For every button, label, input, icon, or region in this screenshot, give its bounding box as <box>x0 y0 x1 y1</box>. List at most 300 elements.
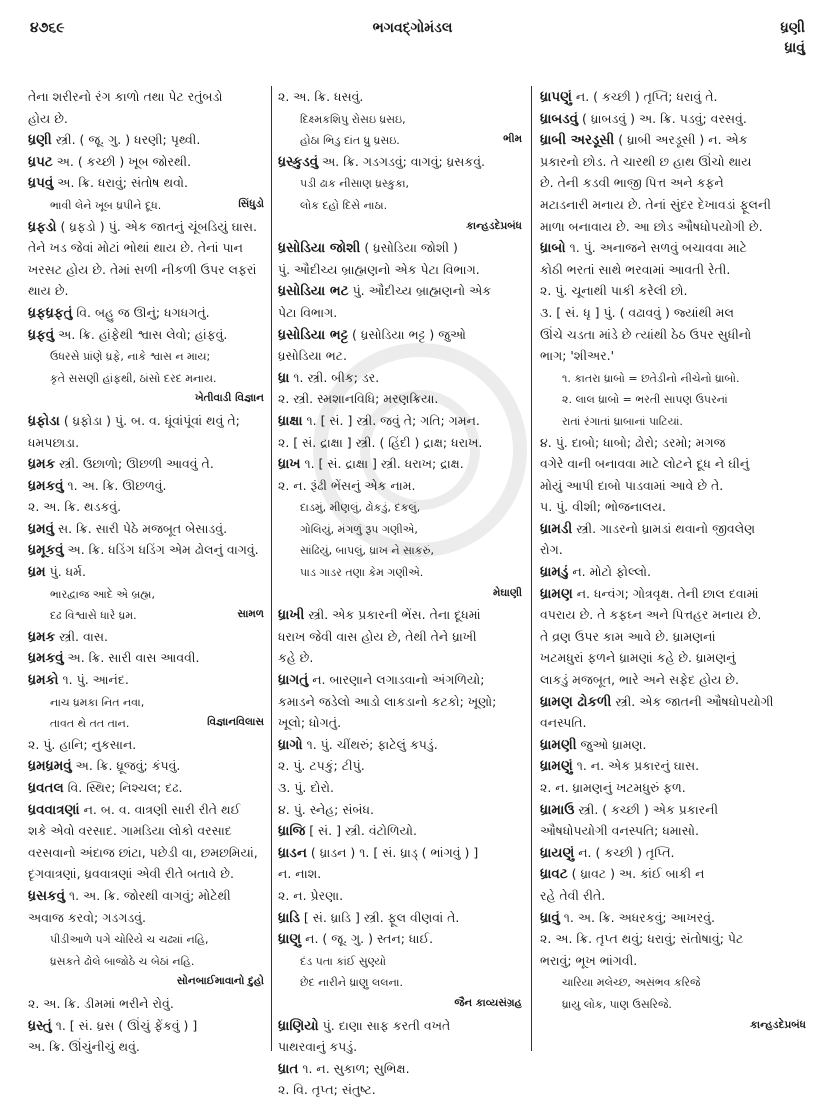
definition-text: હોય છે. <box>28 110 68 126</box>
definition-text: અવાજ કરવો; ગડગડવું. <box>28 909 146 925</box>
dictionary-line <box>278 194 526 216</box>
headword: ધ્રપવું <box>28 175 54 192</box>
definition-text: વરસવાનો અંદાજ છાંટા, પછેડી વા, છમછમિયાં, <box>28 844 258 860</box>
dictionary-line <box>28 604 268 626</box>
definition-text: દૃગવાત્રણાં, ધ્રવવાત્રણાં એવી રીતે બતાવે છે. <box>28 866 234 882</box>
quotation: ચારિયા મલેચ્છ, અસંભવ કરિજે <box>562 976 701 990</box>
dictionary-line <box>540 539 810 561</box>
headword: ધ્રફધ્રફતું <box>28 304 73 321</box>
dictionary-line <box>540 475 810 497</box>
definition-text: સ્ત્રી. ઉછાળો; ઊછળી આવવું તે. <box>55 456 214 472</box>
dictionary-line <box>540 561 810 583</box>
definition-text: રોગ. <box>540 542 563 558</box>
definition-text: ( ધ્રાબડવું ) અ. ક્રિ. પડવું; વરસવું. <box>578 110 747 126</box>
definition-text: તે વ્રણ ઉપર કામ આવે છે. ધ્રામણનાં <box>540 628 716 644</box>
dictionary-column-2 <box>278 86 526 1101</box>
definition-text: છે. તેની કડવી ભાજી પિત્ત અને કફને <box>540 175 724 191</box>
dictionary-line <box>540 712 810 734</box>
headword: ધ્રામડી <box>540 520 573 537</box>
quotation: ઉધરસે પ્રાંણે ધ્રફે, નાકે શ્વાસ ન માય; <box>50 350 211 364</box>
definition-text: સ્ત્રી. ગાડરનો ધ્રામડાં થવાનો જીવલેણ <box>572 520 756 536</box>
headword: ધ્રામણું <box>540 758 573 775</box>
quotation: ભાવી લેને ખૂબ ધ્રપીને દૂધ. <box>50 198 162 212</box>
dictionary-line <box>540 108 810 130</box>
dictionary-line <box>278 388 526 410</box>
headword: ધ્રવવાત્રણાં <box>28 801 80 818</box>
dictionary-line <box>28 108 268 130</box>
headword: ધ્રસોડિયા ભટ <box>278 283 349 300</box>
headword: ધ્રાબી અરડૂસી <box>540 132 615 149</box>
definition-text: ૧. [ સં. દ્રાક્ષા ] સ્ત્રી. ધરાખ; દ્રાક્ષ. <box>300 456 464 472</box>
definition-text: ખૂલો; ધોગતું. <box>278 715 342 731</box>
dictionary-line <box>28 388 268 410</box>
headword: ધ્રાપણું <box>540 89 572 105</box>
definition-text: શકે એવો વરસાદ. ગામડિયા લોકો વરસાદ <box>28 823 232 839</box>
dictionary-line <box>540 86 810 108</box>
dictionary-line <box>278 108 526 130</box>
dictionary-line <box>278 1058 526 1080</box>
definition-text: મટાડનારી મનાય છે. તેનાં સુંદર દેખાવડાં ફૂલની <box>540 196 771 212</box>
definition-text: ખટમધુરાં ફળને ધ્રામણાં કહે છે. ધ્રામણનું <box>540 650 736 666</box>
dictionary-line <box>278 842 526 864</box>
quotation: દિક્ષ્મકશિપુ રોસઇ ધ્રસઇ, <box>300 112 406 126</box>
guide-word-first: ધ્રણી <box>780 20 805 36</box>
dictionary-line <box>28 151 268 173</box>
dictionary-line <box>28 647 268 669</box>
dictionary-line <box>278 1015 526 1037</box>
guide-word-last: ધ્રાવું <box>784 40 805 56</box>
page-title: ભગવદ્ગોમંડલ <box>372 20 453 36</box>
dictionary-line <box>278 971 526 993</box>
dictionary-line <box>28 777 268 799</box>
headword: ધ્રાવું <box>540 909 560 926</box>
quotation: સાંઢિયું, બાપલું, ધ્રાખ ને સાકરું, <box>300 544 434 558</box>
definition-text: ૨. [ સં. દ્રાક્ષા ] સ્ત્રી. ( હિંદી ) દ્રાક્ષ; ધરાખ. <box>278 434 483 450</box>
definition-text: ( ધ્રફોડા ) પું. બ. વ. ધૂંવાંપૂંવાં થવું તે; <box>59 412 240 428</box>
headword: ધ્રમૂકવું <box>28 542 64 559</box>
definition-text: જુઓ ધ્રામણ. <box>576 736 647 752</box>
dictionary-line <box>540 194 810 216</box>
dictionary-line <box>28 950 268 972</box>
dictionary-line <box>28 993 268 1015</box>
definition-text: ( ધ્રફડો ) પું. એક જાતનું ચૂંબડિયું ઘાસ. <box>56 218 257 234</box>
quotation: ૧. કાતરા ધ્રાબો = છતેડીનો નીચેનો ધ્રાબો. <box>562 371 740 385</box>
quotation: રાતાં રંગાતાં ધ્રાબાનાં પાટિયાં. <box>562 414 683 428</box>
headword: ધ્રસોડિયા જોશી <box>278 240 361 257</box>
source-citation: જૈન કાવ્યસંગ્રહ <box>454 996 522 1009</box>
quotation: પડી ઢાક નીસાણ ધ્રસ્કુકા, <box>300 177 410 191</box>
dictionary-line <box>28 216 268 238</box>
dictionary-line <box>278 863 526 885</box>
dictionary-line <box>540 971 810 993</box>
definition-text: ઔષધોપયોગી વનસ્પતિ; ધમાસો. <box>540 823 699 839</box>
dictionary-line <box>540 755 810 777</box>
definition-text: ૨. અ. ક્રિ. ડીમમાં ભરીને રોવું. <box>28 995 174 1011</box>
definition-text: [ સં. ધ્રાડિ ] સ્ત્રી. ફૂલ વીણવાં તે. <box>299 909 460 925</box>
dictionary-line <box>278 647 526 669</box>
source-citation: ભીમ <box>503 133 522 146</box>
dictionary-line <box>28 863 268 885</box>
headword: ધ્રણી <box>28 132 52 149</box>
headword: ધ્રાગો <box>278 736 303 753</box>
definition-text: ૫. પું. વીશી; ભોજનાલય. <box>540 499 666 515</box>
dictionary-line <box>278 324 526 346</box>
definition-text: અ. ક્રિ. ઊંચુંનીચું થવું. <box>28 1039 140 1055</box>
dictionary-line <box>540 280 810 302</box>
quotation: દઢ વિશ્વાસે ધારે ધ્રમ. <box>50 609 137 623</box>
definition-text: ૧. ન. સુકાળ; સુભિક્ષ. <box>298 1060 410 1076</box>
source-citation: ખેતીવાડી વિજ્ઞાન <box>194 392 264 405</box>
definition-text: ૧. પું. આનંદ. <box>58 672 129 688</box>
dictionary-line <box>278 755 526 777</box>
definition-text: ન. નાશ. <box>278 866 322 882</box>
headword: ધ્રાણિયો <box>278 1017 319 1034</box>
dictionary-line <box>540 863 810 885</box>
definition-text: ૨. પું. હાનિ; નુકસાન. <box>28 736 137 752</box>
dictionary-line <box>540 885 810 907</box>
dictionary-line <box>278 453 526 475</box>
dictionary-line <box>278 518 526 540</box>
page-header <box>0 0 825 70</box>
definition-text: વનસ્પતિ. <box>540 715 587 731</box>
column-divider <box>531 86 532 1051</box>
dictionary-line <box>28 518 268 540</box>
definition-text: ૨. ન. પ્રેરણા. <box>278 887 344 903</box>
dictionary-line <box>540 626 810 648</box>
definition-text: ૩. પું. દોરો. <box>278 780 335 795</box>
definition-text: સ્ત્રી. ( કચ્છી ) એક પ્રકારની <box>574 801 719 817</box>
definition-text: ૧. અ. ક્રિ. અધરકવું; આખરવું. <box>559 909 715 925</box>
dictionary-line <box>28 432 268 454</box>
dictionary-line <box>278 151 526 173</box>
dictionary-line <box>278 820 526 842</box>
definition-text: કમાડને જડેલો આડો લાકડાનો કટકો; ખૂણો; <box>278 693 497 709</box>
headword: ધ્રાડન <box>278 844 307 861</box>
headword: ધ્રમક <box>28 456 56 473</box>
quotation: દાડમું, મીણલું, ઢોકડું, દકલું, <box>300 501 421 515</box>
definition-text: અ. ક્રિ. હાંફેથી શ્વાસ લેવો; હાંફવું. <box>54 326 228 342</box>
dictionary-line <box>28 345 268 367</box>
dictionary-line <box>278 172 526 194</box>
dictionary-line <box>278 367 526 389</box>
headword: ધ્રસકવું <box>28 887 65 904</box>
definition-text: ૧. સ્ત્રી. બીક; ડર. <box>289 369 380 385</box>
dictionary-line <box>540 907 810 929</box>
dictionary-line <box>278 734 526 756</box>
definition-text: ધમપછાડા. <box>28 434 80 450</box>
dictionary-line <box>540 799 810 821</box>
headword: ધ્રાગતું <box>278 672 309 689</box>
dictionary-line <box>28 561 268 583</box>
dictionary-line <box>540 518 810 540</box>
source-citation: સામળ <box>237 608 264 621</box>
dictionary-line <box>28 691 268 713</box>
definition-text: ૨. અ. ક્રિ. થડકવું. <box>28 499 122 515</box>
dictionary-line <box>540 1015 810 1037</box>
headword: ધ્રમકવું <box>28 650 64 667</box>
definition-text: ૨. અ. ક્રિ. તૃપ્ત થવું; ધરાવું; સંતોષાવું; પેટ <box>540 931 744 947</box>
definition-text: વિ. સ્થિર; નિશ્ચલ; દઢ. <box>63 780 183 795</box>
dictionary-line <box>28 324 268 346</box>
dictionary-line <box>28 496 268 518</box>
definition-text: ૧. [ સં. ધ્રસ ( ઊંચું ફેંકવું ) ] <box>51 1017 198 1033</box>
dictionary-line <box>540 820 810 842</box>
dictionary-line <box>278 496 526 518</box>
dictionary-line <box>540 151 810 173</box>
definition-text: વપરાય છે. તે કફઘ્ન અને પિત્તહર મનાય છે. <box>540 607 762 623</box>
dictionary-line <box>278 1079 526 1101</box>
headword: ધ્રાખી <box>278 607 305 624</box>
dictionary-line <box>540 993 810 1015</box>
headword: ધ્રસ્તું <box>28 1017 52 1034</box>
definition-text: ( ધ્રસોડિયા ભટ્ટ ) જુઓ <box>348 326 466 342</box>
dictionary-line <box>28 928 268 950</box>
definition-text: સ્ત્રી. ( જૂ. ગુ. ) ધરણી; પૃથ્વી. <box>51 132 201 148</box>
quotation: લોક દહો દિસે નાઠા. <box>300 198 388 212</box>
dictionary-line <box>28 129 268 151</box>
source-citation: સિંધુડો <box>238 197 264 210</box>
dictionary-line <box>278 885 526 907</box>
dictionary-line <box>540 734 810 756</box>
definition-text: ન. ધન્વંગ; ગોત્રવૃક્ષ. તેની છાલ દવામાં <box>572 585 759 601</box>
definition-text: ૨. ન. રૂંઢી ભેંસનું એક નામ. <box>278 477 416 493</box>
dictionary-line <box>28 453 268 475</box>
definition-text: ન. બારણાને લગાડવાનો અંગળિયો; <box>308 672 485 688</box>
definition-text: પેટા વિભાગ. <box>278 304 338 320</box>
definition-text: ૧. પું. અનાજને સળવું બચાવવા માટે <box>565 240 747 256</box>
quotation: દંડ પતા કાંઈ સુણ્યો <box>300 954 387 968</box>
quotation: ૨. લાલ ધ્રાબો = ભરતી સાપણ ઉપરનાં <box>562 393 728 407</box>
column-divider <box>271 86 272 1051</box>
headword: ધ્રામણ ઢોકળી <box>540 693 612 710</box>
headword: ધ્રાક્ષા <box>278 412 303 429</box>
page-number: ૪૭૬૯ <box>30 20 65 36</box>
dictionary-line <box>28 755 268 777</box>
definition-text: ન. મોટો ફોલ્લો. <box>568 564 652 580</box>
dictionary-line <box>540 928 810 950</box>
dictionary-line <box>28 302 268 324</box>
headword: ધ્રફડો <box>28 218 57 235</box>
definition-text: તેને ખડ જેવાં મોટાં ભોથાં થાય છે. તેનાં પાન <box>28 240 243 256</box>
quotation: પાડ ગાડર તણા કેમ ગણીએ. <box>300 566 424 580</box>
definition-text: વિ. બહુ જ ઊનું; ધગધગતું. <box>72 304 210 320</box>
quotation: ગોલિયું, મંગળું રૂપ ગણીએ, <box>300 522 418 536</box>
dictionary-line <box>540 216 810 238</box>
definition-text: અ. ક્રિ. સારી વાસ આવવી. <box>63 650 200 666</box>
dictionary-line <box>278 907 526 929</box>
dictionary-line <box>278 626 526 648</box>
definition-text: ભાગ; 'શીઅર.' <box>540 348 615 364</box>
headword: ધ્રાયણું <box>540 844 575 861</box>
definition-text: ખરસટ હોય છે. તેમાં સળી નીકળી ઉપર લફરાં <box>28 261 257 277</box>
definition-text: ૨. પું. ચૂનાથી પાકી કરેલી છો. <box>540 283 688 299</box>
definition-text: પાથરવાનું કપડું. <box>278 1039 358 1055</box>
source-citation: કાન્હડદેપ્રબંધ <box>466 219 522 232</box>
dictionary-line <box>278 777 526 799</box>
dictionary-line <box>540 777 810 799</box>
dictionary-line <box>278 259 526 281</box>
dictionary-line <box>278 475 526 497</box>
dictionary-line <box>28 1015 268 1037</box>
quotation: ધ્રસકતે ઢોલે બાજોઠે ચ બેઠાં નહિ. <box>50 954 195 968</box>
quotation: તાવત થે તત તાન. <box>50 717 130 731</box>
quotation: પીડીઆળે પગે ચોરિયે ચ ચઢ્યાં નહિ, <box>50 933 209 947</box>
headword: ધ્રામાઉ <box>540 801 575 818</box>
dictionary-line <box>278 928 526 950</box>
headword: ધ્રમકો <box>28 672 59 689</box>
quotation: ભારદ્વાજ આદે એ બ્રહ્મ, <box>50 587 155 601</box>
dictionary-line <box>28 237 268 259</box>
dictionary-line <box>278 604 526 626</box>
dictionary-line <box>278 302 526 324</box>
dictionary-line <box>540 453 810 475</box>
definition-text: ઊંચે ચડતા માંડે છે ત્યાંથી ઠેઠ ઉપર સુધીનો <box>540 326 752 342</box>
dictionary-line <box>278 561 526 583</box>
dictionary-line <box>540 604 810 626</box>
definition-text: મોયું આપી દાબો પાડવામાં આવે છે તે. <box>540 477 724 493</box>
headword: ધ્રફોડા <box>28 412 60 429</box>
headword: ધ્રાબો <box>540 240 566 257</box>
headword: ધ્રામણી <box>540 736 577 753</box>
dictionary-line <box>278 345 526 367</box>
definition-text: અ. ક્રિ. ધરાવું; સંતોષ થવો. <box>53 175 188 191</box>
dictionary-line <box>540 496 810 518</box>
definition-text: ૧. અ. ક્રિ. જોરથી વાગવું; મોટેથી <box>64 887 231 903</box>
dictionary-line <box>28 820 268 842</box>
headword: ધ્રપટ <box>28 153 53 170</box>
headword: ધ્રા <box>278 369 290 386</box>
dictionary-line <box>28 669 268 691</box>
dictionary-line <box>278 669 526 691</box>
dictionary-line <box>540 367 810 389</box>
source-citation: મેઘાણી <box>492 586 522 599</box>
definition-text: ૧. અ. ક્રિ. ઊછળવું. <box>63 477 167 493</box>
headword: ધ્રાખ <box>278 456 301 473</box>
headword: ધ્રફવું <box>28 326 55 343</box>
source-citation: સોનબાઈમાવાનો દુહો <box>176 975 264 988</box>
definition-text: ૧. ન. એક પ્રકારનું ઘાસ. <box>572 758 700 774</box>
definition-text: ( ધ્રાબી અરડૂસી ) ન. એક <box>614 132 748 148</box>
dictionary-line <box>28 194 268 216</box>
definition-text: ( ધ્રાવટ ) અ. કાંઈ બાકી ન <box>567 866 705 882</box>
definition-text: ધરાખ જેવી વાસ હોય છે, તેથી તેને ધ્રાખી <box>278 628 477 644</box>
headword: ધ્રમ <box>28 564 46 581</box>
definition-text: પું. દાણા સાફ કરતી વખતે <box>318 1017 451 1033</box>
headword: ધ્રાવટ <box>540 866 568 883</box>
dictionary-line <box>28 86 268 108</box>
dictionary-line <box>540 669 810 691</box>
dictionary-line <box>278 950 526 972</box>
dictionary-column-1 <box>28 86 268 1058</box>
dictionary-line <box>28 172 268 194</box>
dictionary-line <box>540 950 810 972</box>
definition-text: ૨. ન. ધ્રામણનું ખટમધુરું ફળ. <box>540 780 686 795</box>
definition-text: પ્રકારનો છોડ. તે ચારથી છ હાથ ઊંચો થાય <box>540 153 752 169</box>
dictionary-line <box>278 1036 526 1058</box>
dictionary-line <box>540 172 810 194</box>
quotation: છેદ નારીને ધ્રાણુ લલના. <box>300 976 403 990</box>
dictionary-line <box>278 712 526 734</box>
dictionary-line <box>278 237 526 259</box>
headword: ધ્રમક <box>28 628 56 645</box>
dictionary-line <box>540 647 810 669</box>
definition-text: ૨. સ્ત્રી. સ્મશાનવિધિ; મરણક્રિયા. <box>278 391 439 407</box>
definition-text: ન. ( કચ્છી ) તૃપ્તિ. <box>574 844 675 860</box>
dictionary-line <box>28 799 268 821</box>
definition-text: ૩. [ સં. ધૃ ] પું. ( વઢાવવું ) જ્યાંથી મલ <box>540 304 734 320</box>
definition-text: ૧. [ સં. ] સ્ત્રી. જવું તે; ગતિ; ગમન. <box>302 412 480 428</box>
definition-text: સ. ક્રિ. સારી પેઠે મજબૂત બેસાડવું. <box>54 520 228 536</box>
dictionary-line <box>28 259 268 281</box>
headword: ધ્રાબડવું <box>540 110 579 127</box>
dictionary-line <box>540 345 810 367</box>
headword: ધ્રસોડિયા ભટ્ટ <box>278 326 349 343</box>
definition-text: સ્ત્રી. એક પ્રકારની ભેંસ. તેના દૂધમાં <box>304 607 481 623</box>
definition-text: [ સં. ] સ્ત્રી. વંટોળિયો. <box>305 823 417 839</box>
definition-text: ધ્રસોડિયા ભટ. <box>278 348 347 364</box>
definition-text: પું. ઔદીચ્ય બ્રાહ્મણનો એક <box>348 283 492 299</box>
dictionary-line <box>28 626 268 648</box>
definition-text: રહે તેવી રીતે. <box>540 887 606 903</box>
dictionary-line <box>278 216 526 238</box>
dictionary-line <box>28 712 268 734</box>
headword: ધ્રસ્કુડવું <box>278 153 319 170</box>
definition-text: પું. ધર્મ. <box>45 564 86 580</box>
dictionary-line <box>278 539 526 561</box>
headword: ધ્રમકવું <box>28 477 64 494</box>
headword: ધ્રામડું <box>540 564 569 581</box>
headword: ધ્રમધ્રમવું <box>28 758 72 775</box>
dictionary-line <box>278 691 526 713</box>
dictionary-line <box>540 583 810 605</box>
headword: ધ્રમવું <box>28 520 55 537</box>
dictionary-line <box>28 885 268 907</box>
definition-text: ૨. પું. ટપકું; ટીપું. <box>278 758 365 774</box>
definition-text: ( ધ્રાડન ) ૧. [ સં. ધ્રાડ્ ( ભાંગવું ) ] <box>306 844 479 860</box>
dictionary-line <box>278 799 526 821</box>
headword: ધ્રાડિ <box>278 909 300 926</box>
dictionary-line <box>28 842 268 864</box>
dictionary-line <box>540 237 810 259</box>
definition-text: ૨. વિ. તૃપ્ત; સંતુષ્ટ. <box>278 1082 376 1098</box>
dictionary-line <box>540 410 810 432</box>
headword: ધ્રામણ <box>540 585 573 602</box>
dictionary-line <box>28 475 268 497</box>
dictionary-line <box>278 993 526 1015</box>
dictionary-line <box>278 129 526 151</box>
dictionary-line <box>28 734 268 756</box>
dictionary-line <box>278 432 526 454</box>
dictionary-line <box>540 432 810 454</box>
dictionary-line <box>278 583 526 605</box>
dictionary-line <box>28 971 268 993</box>
definition-text: અ. ક્રિ. ધડિંગ ધડિંગ એમ ઢોલનું વાગવું. <box>63 542 259 558</box>
definition-text: ( ધ્રસોડિયા જોશી ) <box>360 240 458 256</box>
dictionary-line <box>28 907 268 929</box>
headword: ધ્રાજિ <box>278 823 306 840</box>
dictionary-line <box>540 302 810 324</box>
definition-text: સ્ત્રી. એક જાતની ઔષધોપયોગી <box>611 693 774 709</box>
dictionary-line <box>278 86 526 108</box>
definition-text: ૧. પું. ચીંથરું; ફાટેલું કપડું. <box>302 736 438 752</box>
definition-text: ભરાવું; ભૂખ ભાંગવી. <box>540 952 638 968</box>
dictionary-line <box>28 410 268 432</box>
definition-text: પું. ઔદીચ્ય બ્રાહ્મણનો એક પેટા વિભાગ. <box>278 261 480 277</box>
dictionary-line <box>28 583 268 605</box>
definition-text: લાકડું મજબૂત, ભારે અને સફેદ હોય છે. <box>540 672 739 688</box>
source-citation: વિજ્ઞાનવિલાસ <box>207 716 264 729</box>
source-citation: કાન્હડદેપ્રબંધ <box>750 1018 806 1031</box>
